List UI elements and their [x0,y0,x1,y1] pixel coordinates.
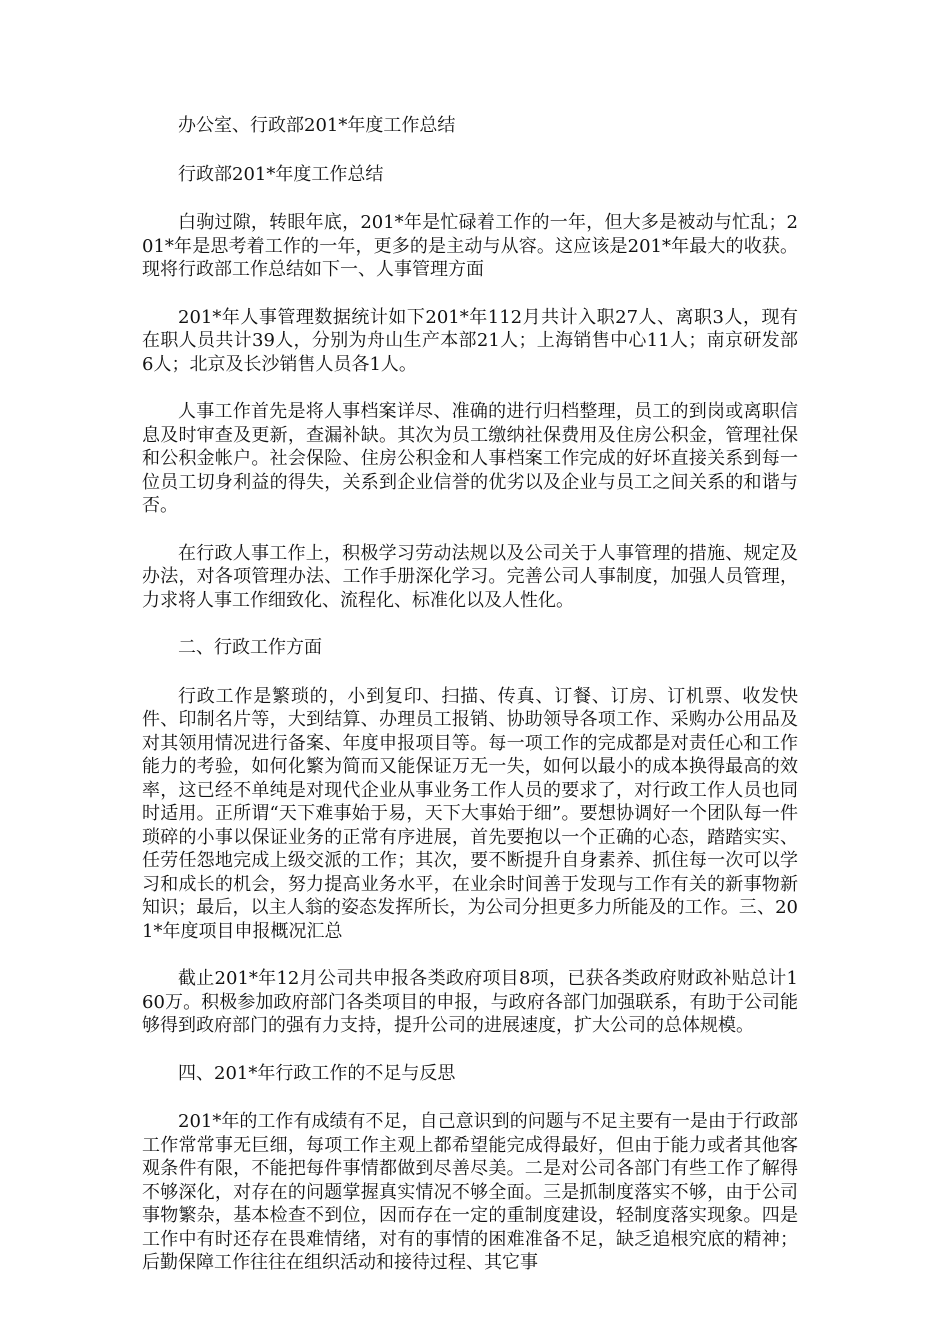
section-heading-reflection: 四、201*年行政工作的不足与反思 [178,1062,456,1084]
paragraph-project-applications: 截止201*年12月公司共申报各类政府项目8项，已获各类政府财政补贴总计160万。积极参加政府部门各类项目的申报，与政府各部门加强联系，有助于公司能够得到政府部门的强有力支持，提升公司的进展速度，扩大公司的总体规模。 [142,968,798,1036]
paragraph-reflection: 201*年的工作有成绩有不足，自己意识到的问题与不足主要有一是由于行政部工作常常事无巨细，每项工作主观上都希望能完成得最好，但由于能力或者其他客观条件有限，不能把每件事情都做到尽善尽美。二是对公司各部门有些工作了解得不够深化，对存在的问题掌握真实情况不够全面。三是抓制度落实不够，由于公司事物繁杂，基本检查不到位，因而存在一定的重制度建设，轻制度落实现象。四是工作中有时还存在畏难情绪，对有的事情的困难准备不足，缺乏追根究底的精神；后勤保障工作往往在组织活动和接待过程、其它事 [142,1111,798,1273]
paragraph-hr-archives: 人事工作首先是将人事档案详尽、准确的进行归档整理，员工的到岗或离职信息及时审查及更新，查漏补缺。其次为员工缴纳社保费用及住房公积金，管理社保和公积金帐户。社会保险、住房公积金和人事档案工作完成的好坏直接关系到每一位员工切身利益的得失，关系到企业信誉的优劣以及企业与员工之间关系的和谐与否。 [142,401,798,516]
section-heading-admin: 二、行政工作方面 [178,637,322,658]
document-title: 办公室、行政部201*年度工作总结 [178,115,456,136]
paragraph-intro: 白驹过隙，转眼年底，201*年是忙碌着工作的一年，但大多是被动与忙乱；201*年是思考着工作的一年，更多的是主动与从容。这应该是201*年最大的收获。现将行政部工作总结如下一、人事管理方面 [142,212,798,280]
paragraph-hr-regulations: 在行政人事工作上，积极学习劳动法规以及公司关于人事管理的措施、规定及办法，对各项管理办法、工作手册深化学习。完善公司人事制度，加强人员管理，力求将人事工作细致化、流程化、标准化以及人性化。 [142,542,798,611]
document-body [142,114,798,1299]
document-subtitle: 行政部201*年度工作总结 [178,163,384,185]
paragraph-admin-work: 行政工作是繁琐的，小到复印、扫描、传真、订餐、订房、订机票、收发快件、印制名片等，大到结算、办理员工报销、协助领导各项工作、采购办公用品及对其领用情况进行备案、年度申报项目等。每一项工作的完成都是对责任心和工作能力的考验，如何化繁为简而又能保证万无一失，如何以最小的成本换得最高的效率，这已经不单纯是对现代企业从事业务工作人员的要求了，对行政工作人员也同时适用。正所谓“天下难事始于易，天下大事始于细”。要想协调好一个团队每一件琐碎的小事以保证业务的正常有序进展，首先要抱以一个正确的心态，踏踏实实、任劳任怨地完成上级交派的工作；其次，要不断提升自身素养、抓住每一次可以学习和成长的机会，努力提高业务水平，在业余时间善于发现与工作有关的新事物新知识；最后，以主人翁的姿态发挥所长，为公司分担更多力所能及的工作。三、201*年度项目申报概况汇总 [142,685,798,942]
paragraph-hr-statistics: 201*年人事管理数据统计如下201*年112月共计入职27人、离职3人，现有在职人员共计39人，分别为舟山生产本部21人；上海销售中心11人；南京研发部6人；北京及长沙销售人员各1人。 [142,306,798,375]
